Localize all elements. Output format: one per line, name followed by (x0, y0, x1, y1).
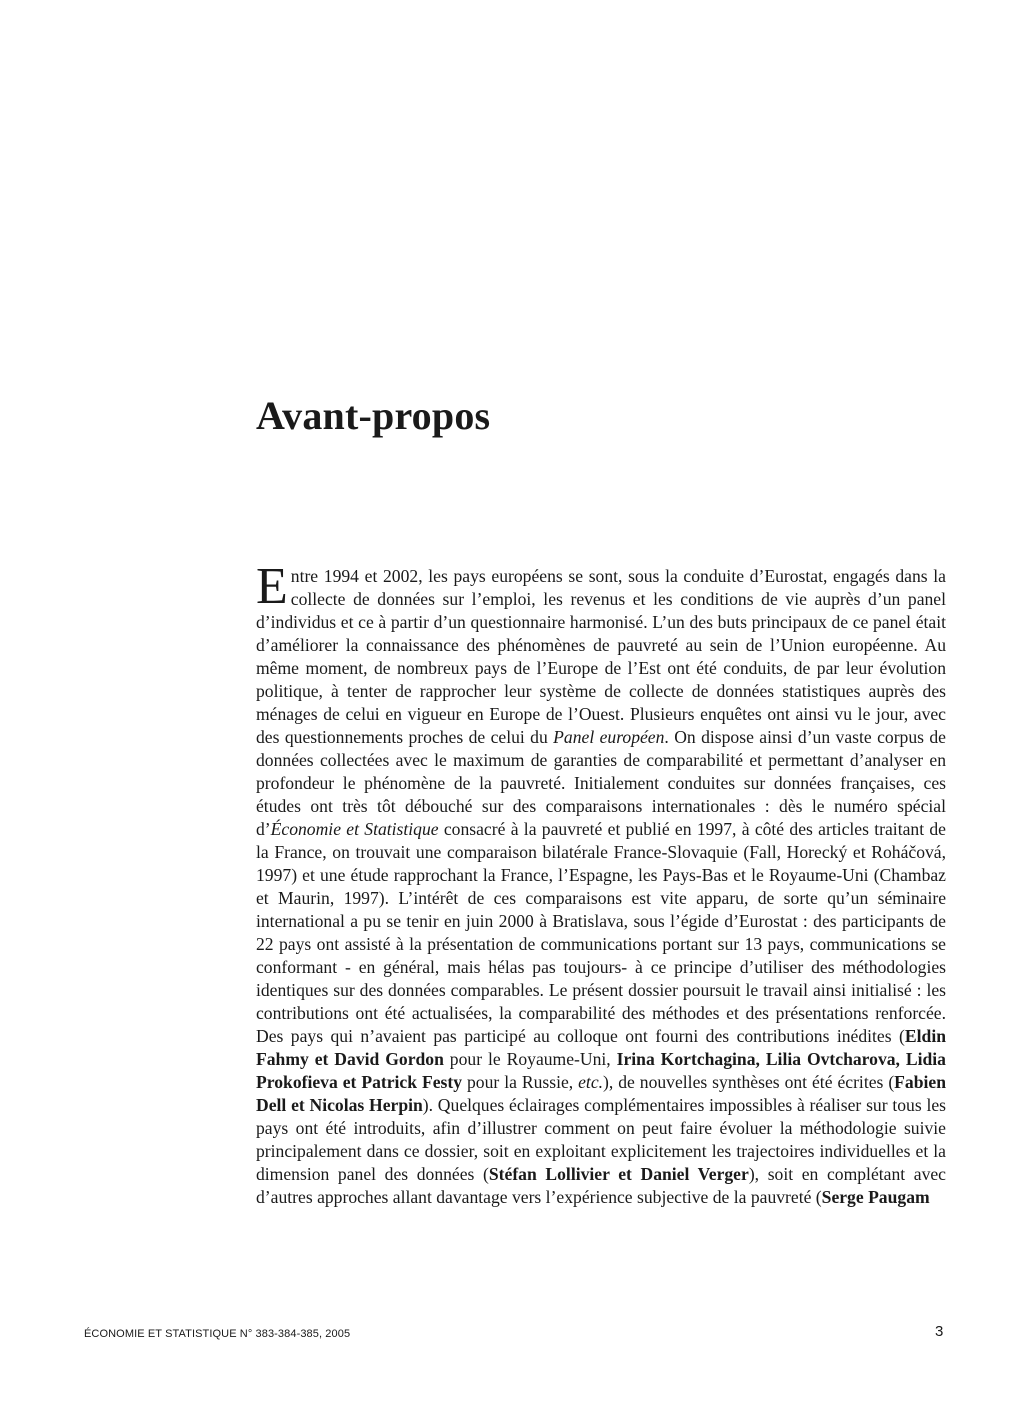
footer-journal-citation: ÉCONOMIE ET STATISTIQUE N° 383-384-385, 2005 (84, 1328, 351, 1340)
text-run: ). Quelques éclairages complémentaires impossibles à réaliser sur tous les pays ont été introduits, afin d’illustrer comment on peut faire évoluer la méthodologie suivie principalement dans ce dossier, soit en exploitant explicitement les trajectoires individuelles et la dimension panel des données ( (256, 1095, 946, 1184)
text-run-bold: Serge Paugam (821, 1187, 930, 1207)
text-run-bold: Eldin Fahmy et David Gordon (256, 1026, 946, 1069)
text-run-bold: Fabien Dell et Nicolas Herpin (256, 1072, 946, 1115)
text-run: ntre 1994 et 2002, les pays européens se sont, sous la conduite d’Eurostat, engagés dans la collecte de données sur l’emploi, les revenus et les conditions de vie auprès d’un panel d’individus et ce à partir d’un questionnaire harmonisé. L’un des buts principaux de ce panel était d’améliorer la connaissance des phénomènes de pauvreté au sein de l’Union européenne. Au même moment, de nombreux pays de l’Europe de l’Est ont été conduits, de par leur évolution politique, à tenter de rapprocher leur système de collecte de données statistiques auprès des ménages de celui en vigueur en Europe de l’Ouest. Plusieurs enquêtes ont ainsi vu le jour, avec des questionnements proches de celui du (256, 566, 946, 747)
paragraph (256, 558, 946, 1209)
text-run: . On dispose ainsi d’un vaste corpus de données collectées avec le maximum de garanties de comparabilité et permettant d’analyser en profondeur le phénomène de la pauvreté. Initialement conduites sur données françaises, ces études ont très tôt débouché sur des comparaisons internationales : dès le numéro spécial d’ (256, 727, 946, 839)
text-run-italic: etc. (578, 1072, 604, 1092)
text-run: pour la Russie, (462, 1072, 579, 1092)
body-text (256, 558, 946, 1209)
page-title: Avant-propos (256, 393, 491, 438)
text-run-bold: Irina Kortchagina, Lilia Ovtcharova, Lidia Prokofieva et Patrick Festy (256, 1049, 946, 1092)
text-run: consacré à la pauvreté et publié en 1997, à côté des articles traitant de la France, on trouvait une comparaison bilatérale France-Slovaquie (Fall, Horecký et Roháčová, 1997) et une étude rapprochant la France, l’Espagne, les Pays-Bas et le Royaume-Uni (Chambaz et Maurin, 1997). L’intérêt de ces comparaisons est vite apparu, de sorte qu’un séminaire international a pu se tenir en juin 2000 à Bratislava, sous l’égide d’Eurostat : des participants de 22 pays ont assisté à la présentation de communications portant sur 13 pays, communications se conformant - en général, mais hélas pas toujours- à ce principe d’utiliser des méthodologies identiques sur des données comparables. Le présent dossier poursuit le travail ainsi initialisé : les contributions ont été actualisées, la comparabilité des méthodes et des présentations renforcée. Des pays qui n’avaient pas participé au colloque ont fourni des contributions inédites ( (256, 819, 946, 1046)
drop-cap: E (256, 558, 288, 615)
text-run: pour le Royaume-Uni, (443, 1049, 617, 1069)
text-run-bold: Stéfan Lollivier et Daniel Verger (488, 1164, 749, 1184)
text-run: ), de nouvelles synthèses ont été écrites ( (603, 1072, 895, 1092)
text-run: ), soit en complétant avec d’autres approches allant davantage vers l’expérience subjective de la pauvreté ( (256, 1164, 946, 1207)
text-run-italic: Panel européen (553, 727, 665, 747)
text-run-italic: Économie et Statistique (270, 819, 439, 839)
footer-page-number: 3 (935, 1323, 944, 1340)
